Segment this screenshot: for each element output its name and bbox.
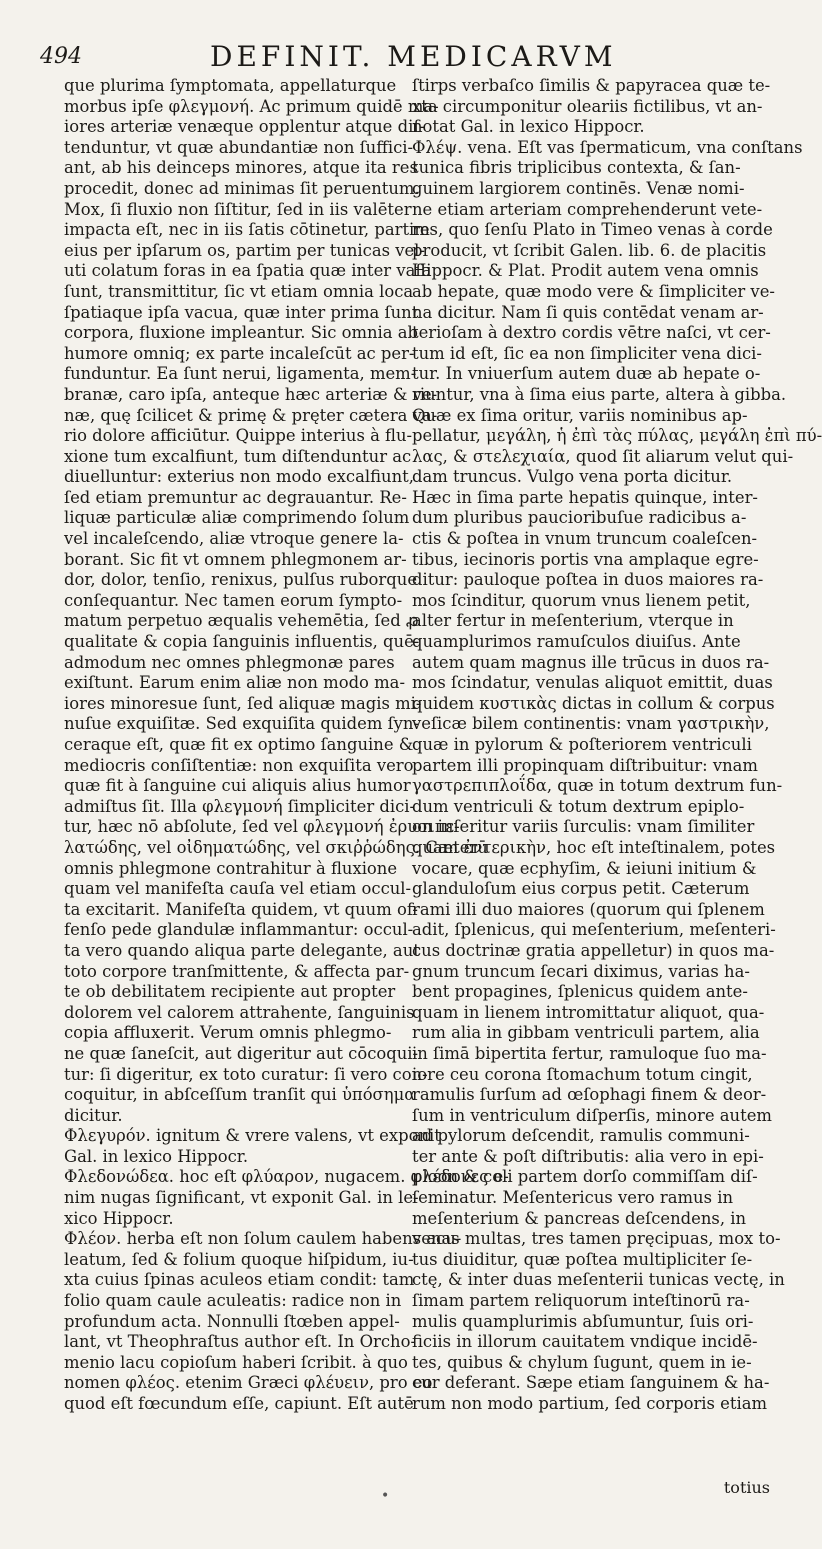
- text-line: mediocris conſiſtentiæ: non exquiſita vero: [64, 755, 414, 775]
- text-line: funduntur. Ea ſunt nerui, ligamenta, mem-: [64, 364, 417, 384]
- text-line: nim nugas ſignificant, vt exponit Gal. in le-: [64, 1188, 419, 1208]
- text-line: xione tum excalfiunt, tum diſtenduntur ac: [64, 446, 412, 466]
- text-line: bent propagines, ſplenicus quidem ante-: [412, 982, 748, 1002]
- text-line: on inſeritur variis ſurculis: vnam ſimiliter: [412, 817, 755, 837]
- text-line: te ob debilitatem recipiente aut propter: [64, 982, 396, 1002]
- text-line: copia affluxerit. Verum omnis phlegmo-: [64, 1023, 392, 1043]
- right-text-column: [412, 76, 822, 1415]
- text-line: λας, & στελεχιαία, quod ſit aliarum velut qui-: [412, 446, 794, 466]
- text-line: ceraque eſt, quæ fit ex optimo ſanguine &: [64, 735, 414, 754]
- text-line: quam in lienem intromittatur aliquot, qua-: [412, 1002, 765, 1022]
- text-line: que plurima ſymptomata, appellaturque: [64, 76, 397, 95]
- text-line: veſicæ bilem continentis: vnam γαστρικὴν,: [412, 714, 770, 734]
- text-line: mulis quamplurimis abſumuntur, ſuis ori-: [412, 1311, 754, 1331]
- text-line: venas multas, tres tamen pręcipuas, mox to-: [412, 1229, 781, 1249]
- text-line: næ, quę ſcilicet & primę & pręter cætera va-: [64, 405, 438, 425]
- text-line: riuntur, vna à ſima eius parte, altera à gibba.: [412, 384, 787, 404]
- text-line: toto corpore tranſmittente, & affecta par-: [64, 961, 410, 981]
- text-line: rum non modo partium, ſed corporis etiam: [412, 1394, 768, 1413]
- text-line: matum perpetuo æqualis vehemētia, ſed ꝓ: [64, 611, 419, 631]
- text-line: producit, vt ſcribit Galen. lib. 6. de placitis: [412, 240, 767, 260]
- text-line: adit, ſplenicus, qui meſenterium, meſenteri-: [412, 920, 776, 940]
- text-line: ctę, & inter duas meſenterii tunicas vectę, in: [412, 1270, 785, 1290]
- text-line: ne quæ ſaneſcit, aut digeritur aut cōcoqui-: [64, 1043, 419, 1063]
- text-line: ant, ab his deinceps minores, atque ita res: [64, 158, 418, 178]
- text-line: mos ſcindatur, venulas aliquot emittit, duas: [412, 673, 773, 693]
- text-line: Φλέψ. vena. Eſt vas ſpermaticum, vna conſtans: [412, 137, 803, 157]
- text-line: quod eſt fœcundum eſſe, capiunt. Eſt autē: [64, 1394, 414, 1413]
- text-line: tur. In vniuerſum autem duæ ab hepate o-: [412, 364, 761, 384]
- text-line: branæ, caro ipſa, anteque hæc arteriæ & ve-: [64, 384, 438, 404]
- text-line: humore omniq; ex parte incaleſcūt ac per-: [64, 343, 415, 363]
- text-line: vocare, quæ ecphyſim, & ieiuni initium &: [412, 858, 757, 878]
- text-line: procedit, donec ad minimas ſit peruentum.: [64, 178, 420, 198]
- text-line: dum pluribus paucioribuſue radicibus a-: [412, 508, 747, 528]
- text-line: quamplurimos ramuſculos diuiſus. Ante: [412, 632, 741, 652]
- text-line: terioſam à dextro cordis vētre naſci, vt cer-: [412, 323, 771, 343]
- text-line: tenduntur, vt quæ abundantiæ non ſuffici-: [64, 137, 414, 157]
- text-line: xta cuius ſpinas aculeos etiam condit: tam: [64, 1270, 415, 1290]
- text-line: ſeminatur. Meſentericus vero ramus in: [412, 1188, 734, 1208]
- signature-mark: •: [381, 1488, 390, 1504]
- text-line: ſtirps verbaſco ſimilis & papyracea quæ te-: [412, 76, 771, 95]
- text-line: in ſimā bipertita fertur, ramuloque ſuo ma-: [412, 1043, 767, 1063]
- text-line: eius per ipſarum os, partim per tunicas vel-: [64, 240, 425, 260]
- text-line: rum alia in gibbam ventriculi partem, alia: [412, 1023, 760, 1043]
- text-line: ad pylorum deſcendit, ramulis communi-: [412, 1126, 750, 1146]
- catchword: totius: [723, 1478, 770, 1497]
- text-line: alter fertur in meſenterium, vterque in: [412, 611, 734, 631]
- text-line: Φλέον. herba eſt non ſolum caulem habens acu-: [64, 1229, 462, 1249]
- text-line: vel incaleſcendo, aliæ vtroque genere la-: [64, 529, 404, 549]
- text-line: ſunt, transmittitur, ſic vt etiam omnia loca: [64, 281, 414, 301]
- text-line: mos ſcinditur, quorum vnus lienem petit,: [412, 590, 751, 610]
- text-line: tunica fibris triplicibus contexta, & ſan-: [412, 158, 741, 178]
- text-line: λατώδης, vel οἰδηματώδης, vel σκιῤῥώδης. Cæterū: [64, 837, 488, 857]
- text-line: γαστρεπιπλοΐδα, quæ in totum dextrum fun-: [412, 776, 783, 796]
- text-line: ſimam partem reliquorum inteſtinorū ra-: [412, 1291, 750, 1311]
- text-line: quam vel manifeſta cauſa vel etiam occul-: [64, 879, 412, 899]
- text-line: dam truncus. Vulgo vena porta dicitur.: [412, 467, 733, 487]
- text-line: impacta eſt, nec in iis ſatis cōtinetur, partim: [64, 220, 430, 240]
- text-line: ploon & coli partem dorſo commiſſam diſ-: [412, 1167, 758, 1187]
- text-line: ditur: pauloque poſtea in duos maiores ra-: [412, 570, 764, 590]
- text-line: nomen φλέος. etenim Græci φλέυειν, pro eo: [64, 1373, 433, 1393]
- text-line: res, quo ſenſu Plato in Timeo venas à corde: [412, 220, 773, 240]
- page-number: 494: [40, 44, 82, 69]
- text-line: dicitur.: [64, 1105, 123, 1125]
- text-line: nuſue exquiſitæ. Sed exquiſita quidem ſyn-: [64, 714, 419, 734]
- text-line: omnis phlegmone contrahitur à fluxione: [64, 858, 398, 878]
- text-line: notat Gal. in lexico Hippocr.: [412, 117, 645, 137]
- text-line: diuelluntur: exterius non modo excalfiunt,: [64, 467, 414, 487]
- left-text-column: [64, 76, 509, 1415]
- text-line: na dicitur. Nam ſi quis contēdat venam ar-: [412, 302, 764, 322]
- text-line: Φλεδονώδεα. hoc eſt φλύαρον, nugacem. φλέδονες e-: [64, 1167, 509, 1187]
- text-line: quæ fit à ſanguine cui aliquis alius humor: [64, 776, 411, 796]
- text-line: ſum in ventriculum diſperſis, minore autem: [412, 1105, 772, 1125]
- text-line: quam ἐντερικὴν, hoc eſt inteſtinalem, potes: [412, 837, 776, 857]
- text-line: ta vero quando aliqua parte delegante, aut: [64, 940, 420, 960]
- text-line: tur, hæc nō abſolute, ſed vel φλεγμονή ἐρυσιπε-: [64, 817, 460, 837]
- text-line: morbus ipſe φλεγμονή. Ac primum quidē ma-: [64, 96, 439, 116]
- text-line: Quæ ex ſima oritur, variis nominibus ap-: [412, 405, 748, 425]
- text-line: iores minoresue ſunt, ſed aliquæ magis mi-: [64, 693, 422, 713]
- text-line: xico Hippocr.: [64, 1208, 174, 1228]
- text-line: ſpatiaque ipſa vacua, quæ inter prima ſunt: [64, 302, 419, 322]
- text-line: dor, dolor, tenſio, renixus, pulſus ruborque: [64, 570, 418, 590]
- text-line: guinem largiorem continēs. Venæ nomi-: [412, 178, 745, 198]
- page-footer: [0, 1478, 800, 1518]
- text-line: menio lacu copioſum haberi ſcribit. à quo: [64, 1352, 408, 1372]
- text-line: meſenterium & pancreas deſcendens, in: [412, 1208, 747, 1228]
- text-line: xta circumponitur oleariis fictilibus, vt an-: [412, 96, 763, 116]
- text-line: tibus, iecinoris portis vna amplaque egre-: [412, 549, 759, 569]
- text-line: ficiis in illorum cauitatem vndique incidē-: [412, 1332, 758, 1352]
- text-line: cur deferant. Sæpe etiam ſanguinem & ha-: [412, 1373, 770, 1393]
- text-line: quidem κυστικὰς dictas in collum & corpus: [412, 693, 775, 713]
- text-line: Gal. in lexico Hippocr.: [64, 1146, 249, 1166]
- page-header: [40, 40, 770, 80]
- text-line: ctis & poſtea in vnum truncum coaleſcen-: [412, 529, 758, 549]
- text-line: ramulis ſurſum ad œſophagi finem & deor-: [412, 1085, 767, 1105]
- text-line: rami illi duo maiores (quorum qui ſplenem: [412, 899, 765, 919]
- text-line: exiſtunt. Earum enim aliæ non modo ma-: [64, 673, 405, 693]
- text-line: Hæc in ſima parte hepatis quinque, inter-: [412, 487, 758, 507]
- text-line: gnum truncum ſecari diximus, varias ha-: [412, 961, 750, 981]
- text-line: tes, quibus & chylum ſugunt, quem in ie-: [412, 1352, 752, 1372]
- text-line: ta excitarit. Manifeſta quidem, vt quum of-: [64, 899, 418, 919]
- text-line: ſed etiam premuntur ac degrauantur. Re-: [64, 487, 407, 507]
- text-line: iore ceu corona ſtomachum totum cingit,: [412, 1064, 753, 1084]
- text-line: borant. Sic fit vt omnem phlegmonem ar-: [64, 549, 407, 569]
- text-line: folio quam caule aculeatis: radice non in: [64, 1291, 402, 1311]
- text-line: tus diuiditur, quæ poſtea multipliciter ſe-: [412, 1249, 753, 1269]
- running-title: DEFINIT. MEDICARVM: [210, 40, 617, 73]
- text-line: ne etiam arteriam comprehenderunt vete-: [412, 199, 763, 219]
- text-line: tum id eſt, ſic ea non ſimpliciter vena dici-: [412, 343, 762, 363]
- text-line: conſequantur. Nec tamen eorum ſympto-: [64, 590, 403, 610]
- text-line: fenſo pede glandulæ inflammantur: occul-: [64, 920, 414, 940]
- text-line: ter ante & poſt diſtributis: alia vero in epi-: [412, 1146, 764, 1166]
- text-line: Φλεγυρόν. ignitum & vrere valens, vt exponit: [64, 1126, 441, 1146]
- text-line: pellatur, μεγάλη, ἡ ἐπὶ τὰς πύλας, μεγάλη ἐπὶ πύ-: [412, 426, 822, 446]
- text-line: quæ in pylorum & poſteriorem ventriculi: [412, 735, 752, 754]
- text-line: rio dolore afficiūtur. Quippe interius à flu-: [64, 426, 413, 446]
- text-line: profundum acta. Nonnulli ſtœben appel-: [64, 1311, 400, 1331]
- text-line: qualitate & copia ſanguinis influentis, quē-: [64, 632, 420, 652]
- text-line: admiſtus ſit. Illa φλεγμονή ſimpliciter dici-: [64, 796, 416, 816]
- text-line: ab hepate, quæ modo vere & ſimpliciter ve-: [412, 281, 775, 301]
- text-line: Hippocr. & Plat. Prodit autem vena omnis: [412, 261, 759, 281]
- text-line: Mox, ſi fluxio non ſiſtitur, ſed in iis valēter: [64, 199, 412, 219]
- text-line: cus doctrinæ gratia appelletur) in quos ma-: [412, 940, 775, 960]
- text-line: iores arteriæ venæque opplentur atque diſ-: [64, 117, 425, 137]
- text-line: tur: ſi digeritur, ex toto curatur: ſi vero con-: [64, 1064, 428, 1084]
- text-line: autem quam magnus ille trūcus in duos ra-: [412, 652, 770, 672]
- text-line: leatum, ſed & folium quoque hiſpidum, iu-: [64, 1249, 414, 1269]
- text-line: glanduloſum eius corpus petit. Cæterum: [412, 879, 750, 899]
- text-line: corpora, fluxione impleantur. Sic omnia ab: [64, 323, 419, 343]
- text-line: coquitur, in abſceſſum tranſit qui ὑπόσημα: [64, 1085, 416, 1105]
- text-line: dolorem vel calorem attrahente, ſanguinis: [64, 1002, 415, 1022]
- text-line: uti colatum foras in ea ſpatia quæ inter vaſa: [64, 261, 432, 281]
- text-line: admodum nec omnes phlegmonæ pares: [64, 652, 395, 672]
- text-line: dum ventriculi & totum dextrum epiplo-: [412, 796, 745, 816]
- text-line: lant, vt Theophraſtus author eſt. In Orcho-: [64, 1332, 416, 1352]
- text-line: liquæ particulæ aliæ comprimendo ſolum: [64, 508, 410, 528]
- text-line: partem illi propinquam diſtribuitur: vnam: [412, 755, 758, 775]
